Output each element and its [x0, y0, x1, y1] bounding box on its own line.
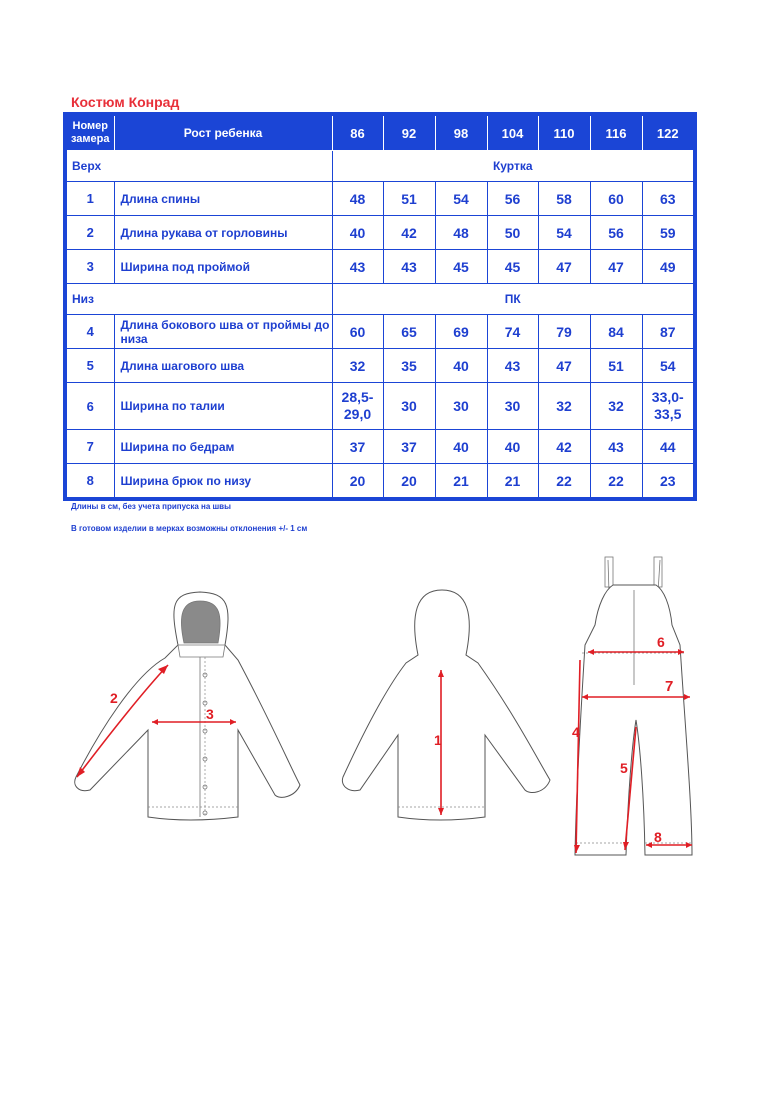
header-size: 116 — [590, 114, 642, 151]
row-label: Ширина по талии — [114, 383, 332, 430]
row-number: 3 — [65, 250, 114, 284]
header-height-col: Рост ребенка — [114, 114, 332, 151]
measure-label-2: 2 — [110, 690, 118, 706]
cell-value: 84 — [590, 315, 642, 349]
table-row — [65, 349, 695, 383]
cell-value: 59 — [642, 216, 695, 250]
header-size: 92 — [383, 114, 435, 151]
cell-value: 32 — [590, 383, 642, 430]
cell-value: 58 — [538, 182, 590, 216]
cell-value: 22 — [590, 464, 642, 500]
section-row-bottom — [65, 284, 695, 315]
size-table — [63, 112, 697, 501]
note-lengths: Длины в см, без учета припуска на швы — [71, 502, 231, 511]
cell-value: 69 — [435, 315, 487, 349]
cell-value — [332, 383, 383, 430]
cell-value: 40 — [435, 349, 487, 383]
cell-value: 48 — [332, 182, 383, 216]
header-number-line1: Номер — [72, 120, 108, 132]
cell-value: 56 — [590, 216, 642, 250]
cell-value: 40 — [332, 216, 383, 250]
overalls-sketch — [572, 557, 692, 855]
cell-value: 20 — [332, 464, 383, 500]
cell-value: 45 — [435, 250, 487, 284]
cell-value: 22 — [538, 464, 590, 500]
cell-value: 74 — [487, 315, 538, 349]
table-row — [65, 315, 695, 349]
section-garment: Куртка — [332, 151, 695, 182]
table-row — [65, 182, 695, 216]
cell-value: 42 — [538, 430, 590, 464]
cell-value: 49 — [642, 250, 695, 284]
cell-value: 21 — [435, 464, 487, 500]
measure-label-8: 8 — [654, 829, 662, 845]
section-name: Низ — [65, 284, 332, 315]
page-title: Костюм Конрад — [71, 94, 180, 110]
header-size: 122 — [642, 114, 695, 151]
cell-value-line: 33,0- — [651, 389, 684, 405]
cell-value: 54 — [538, 216, 590, 250]
row-number: 7 — [65, 430, 114, 464]
table-row — [65, 383, 695, 430]
cell-value — [642, 383, 695, 430]
row-number: 2 — [65, 216, 114, 250]
cell-value: 51 — [383, 182, 435, 216]
cell-value: 87 — [642, 315, 695, 349]
cell-value: 35 — [383, 349, 435, 383]
cell-value: 65 — [383, 315, 435, 349]
cell-value-line: 28,5- — [341, 389, 374, 405]
cell-value: 60 — [590, 182, 642, 216]
cell-value: 43 — [590, 430, 642, 464]
cell-value: 47 — [590, 250, 642, 284]
measure-label-5: 5 — [620, 760, 628, 776]
row-number: 8 — [65, 464, 114, 500]
row-label: Ширина по бедрам — [114, 430, 332, 464]
cell-value: 30 — [435, 383, 487, 430]
cell-value: 60 — [332, 315, 383, 349]
row-label: Длина рукава от горловины — [114, 216, 332, 250]
table-row — [65, 464, 695, 500]
row-label: Длина спины — [114, 182, 332, 216]
row-number: 4 — [65, 315, 114, 349]
cell-value: 48 — [435, 216, 487, 250]
cell-value: 51 — [590, 349, 642, 383]
measure-label-7: 7 — [665, 678, 674, 695]
cell-value: 79 — [538, 315, 590, 349]
cell-value: 47 — [538, 349, 590, 383]
cell-value: 32 — [538, 383, 590, 430]
measure-label-4: 4 — [572, 724, 580, 740]
cell-value: 50 — [487, 216, 538, 250]
section-garment: ПК — [332, 284, 695, 315]
cell-value: 42 — [383, 216, 435, 250]
row-label: Ширина брюк по низу — [114, 464, 332, 500]
cell-value: 30 — [487, 383, 538, 430]
measure-label-3: 3 — [206, 706, 214, 722]
cell-value: 54 — [435, 182, 487, 216]
header-size: 86 — [332, 114, 383, 151]
cell-value: 43 — [487, 349, 538, 383]
row-label: Длина шагового шва — [114, 349, 332, 383]
cell-value: 45 — [487, 250, 538, 284]
jacket-front-sketch — [75, 592, 300, 820]
cell-value: 23 — [642, 464, 695, 500]
header-size: 110 — [538, 114, 590, 151]
row-number: 1 — [65, 182, 114, 216]
table-header-row — [65, 114, 695, 151]
header-size: 98 — [435, 114, 487, 151]
cell-value: 54 — [642, 349, 695, 383]
section-row-top — [65, 151, 695, 182]
header-size: 104 — [487, 114, 538, 151]
jacket-back-sketch — [342, 590, 550, 820]
table-row — [65, 216, 695, 250]
section-name: Верх — [65, 151, 332, 182]
header-number-line2: замера — [70, 133, 110, 145]
cell-value: 56 — [487, 182, 538, 216]
cell-value: 20 — [383, 464, 435, 500]
cell-value: 30 — [383, 383, 435, 430]
cell-value: 37 — [383, 430, 435, 464]
cell-value: 47 — [538, 250, 590, 284]
table-row — [65, 430, 695, 464]
cell-value: 37 — [332, 430, 383, 464]
table-row — [65, 250, 695, 284]
header-number-col — [65, 114, 114, 151]
garment-sketches — [60, 545, 710, 875]
cell-value: 21 — [487, 464, 538, 500]
row-label: Ширина под проймой — [114, 250, 332, 284]
measure-label-6: 6 — [657, 634, 665, 650]
cell-value: 63 — [642, 182, 695, 216]
row-number: 5 — [65, 349, 114, 383]
cell-value-line: 33,5 — [654, 406, 682, 422]
note-tolerance: В готовом изделии в мерках возможны отклонения +/- 1 см — [71, 524, 308, 533]
cell-value: 43 — [332, 250, 383, 284]
cell-value: 44 — [642, 430, 695, 464]
cell-value-line: 29,0 — [343, 406, 372, 422]
cell-value: 32 — [332, 349, 383, 383]
row-label: Длина бокового шва от проймы до низа — [114, 315, 332, 349]
measure-label-1: 1 — [434, 732, 442, 748]
cell-value: 40 — [487, 430, 538, 464]
cell-value: 40 — [435, 430, 487, 464]
row-number: 6 — [65, 383, 114, 430]
cell-value: 43 — [383, 250, 435, 284]
